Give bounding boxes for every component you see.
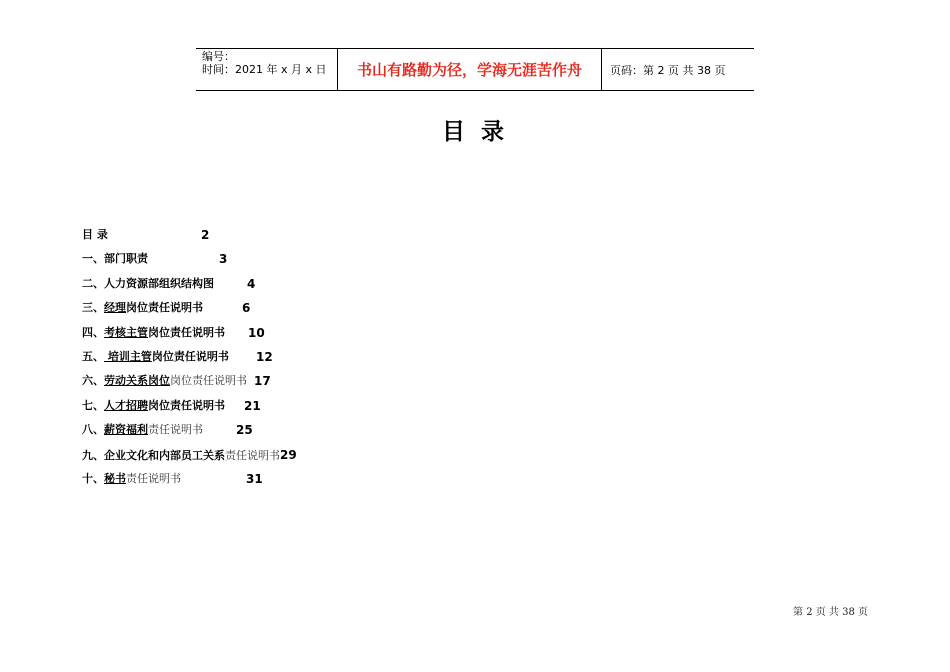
toc-entry[interactable] <box>82 324 442 348</box>
toc-entry-number: 四、 <box>82 325 104 339</box>
toc-entry-label: 责任说明书 <box>126 471 181 485</box>
toc-entry-label: 部门职责 <box>104 252 148 266</box>
toc-entry-page: 29 <box>280 447 297 462</box>
toc-entry-label: 责任说明书 <box>148 423 203 437</box>
toc-entry[interactable] <box>82 348 442 372</box>
time-label: 时间：2021 年 x 月 x 日 <box>202 63 327 76</box>
toc-entry-label: 人力资源部组织结构图 <box>104 276 214 290</box>
toc-entry-number: 目 录 <box>82 228 108 241</box>
toc-entry-label: 经理 <box>104 301 126 315</box>
number-label: 编号： <box>202 50 235 63</box>
toc-entry-label: 企业文化和内部员工关系 <box>104 448 225 462</box>
toc-entry-label: 考核主管 <box>104 325 148 339</box>
toc-entry-number: 十、 <box>82 471 104 485</box>
page-footer: 第 2 页 共 38 页 <box>793 607 868 618</box>
toc-entry-label: 岗位责任说明书 <box>126 301 203 315</box>
toc-entry-number: 二、 <box>82 276 104 290</box>
toc-entry-page: 4 <box>247 276 256 291</box>
toc-entry-page: 6 <box>242 301 251 316</box>
toc-entry[interactable] <box>82 275 442 299</box>
toc-entry-number: 三、 <box>82 301 104 315</box>
header-meta <box>196 49 338 90</box>
header-page-code: 页码：第 2 页 共 38 页 <box>610 63 726 77</box>
toc-entry-label: 岗位责任说明书 <box>148 398 225 412</box>
page-title: 目 录 <box>441 119 508 145</box>
toc-entry-label: 薪资福利 <box>104 423 148 437</box>
toc-entry-number: 五、 <box>82 349 104 363</box>
toc-entry-label: 秘书 <box>104 471 126 485</box>
toc-entry[interactable] <box>82 470 442 494</box>
toc-entry[interactable] <box>82 299 442 323</box>
toc-entry-page: 21 <box>244 398 261 413</box>
toc-entry[interactable] <box>82 446 442 470</box>
toc-entry[interactable] <box>82 250 442 274</box>
header-motto: 书山有路勤为径，学海无涯苦作舟 <box>338 49 602 90</box>
toc-entry-number: 九、 <box>82 448 104 462</box>
toc-entry[interactable] <box>82 397 442 421</box>
toc-entry-page: 2 <box>201 228 210 242</box>
toc-entry-page: 12 <box>256 349 273 364</box>
toc-entry-label: 岗位责任说明书 <box>170 374 247 388</box>
toc-entry-number: 一、 <box>82 252 104 266</box>
page-header <box>196 48 754 91</box>
toc-entry-page: 3 <box>219 252 228 267</box>
toc-entry-page: 17 <box>254 374 271 389</box>
toc-entry-number: 八、 <box>82 423 104 437</box>
toc-entry-number: 六、 <box>82 374 104 388</box>
toc-entry-page: 31 <box>246 471 263 486</box>
toc-entry-label: 岗位责任说明书 <box>148 325 225 339</box>
toc-entry-number: 七、 <box>82 398 104 412</box>
table-of-contents <box>82 226 442 494</box>
toc-entry[interactable] <box>82 372 442 396</box>
toc-entry[interactable] <box>82 226 442 250</box>
toc-entry-label: 岗位责任说明书 <box>151 349 229 363</box>
toc-entry-label: 人才招聘 <box>104 398 148 412</box>
toc-entry-label: 责任说明书 <box>225 448 280 462</box>
toc-entry-page: 10 <box>248 325 265 340</box>
toc-entry[interactable] <box>82 421 442 445</box>
toc-entry-page: 25 <box>236 423 253 438</box>
toc-entry-label: 培训主管 <box>104 349 152 363</box>
toc-entry-label: 劳动关系岗位 <box>104 374 170 388</box>
